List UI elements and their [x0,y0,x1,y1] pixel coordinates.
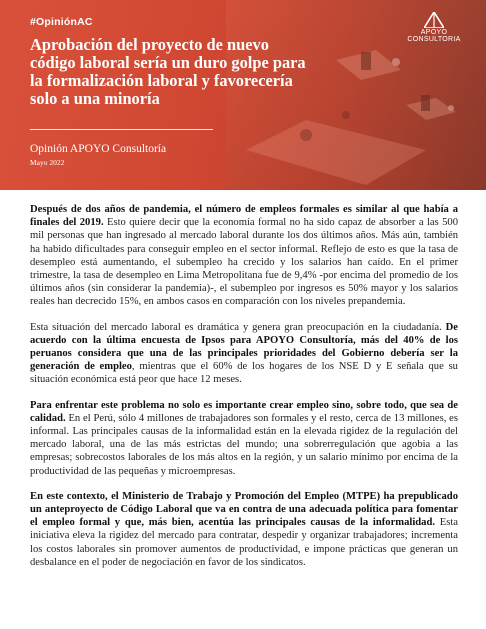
logo-text-apoyo: APOYO [420,29,448,36]
publication-date: Mayo 2022 [30,158,65,167]
header-banner [0,0,486,190]
paragraph-2 [30,321,458,387]
apoyo-logo [404,12,464,44]
byline: Opinión APOYO Consultoría [30,143,167,155]
paragraph-1-text: Esto quiere decir que la economía formal no ha sido capaz de absorber a las 500 mil personas que han ingresado al mercado laboral durante los dos últimos años. Más aún, también ha habido dificultades para conseguir empleo en el sector informal. Reflejo de esto es que la tasa de desempleo está aumentando, el subempleo ha crecido y los salarios han caído. En el primer trimestre, la tasa de desempleo en Lima Metropolitana fue de 9,4% -por encima del promedio de los últimos años (sin considerar la pandemia)-, el subempleo por ingresos es 50% mayor y los salarios reales han decrecido 15%, en ambos casos en comparación con los niveles prepandemia. [30,217,458,308]
logo-mark-icon [424,12,444,28]
paragraph-3 [30,399,458,478]
paragraph-3-lead: Para enfrentar este problema no solo es importante crear empleo sino, sobre todo, que sea de calidad. [30,399,458,424]
paragraph-3-text: En el Perú, sólo 4 millones de trabajadores son formales y el resto, cerca de 13 millones, es informal. Las principales causas de la informalidad están en la elevada rigidez de la regulación del mercado laboral, una de las más estrictas del mundo; una sobrerregulación que agobia a las empresas; sobrecostos laborales de los más altos en la región, y un salario mínimo por encima de la productividad de las pequeñas y microempresas. [30,412,458,477]
paragraph-2-highlight: De acuerdo con la última encuesta de Ipsos para APOYO Consultoría, más del 40% de los peruanos considera que una de las principales prioridades del Gobierno debería ser la generación de empleo [30,321,458,373]
logo-text-consultoria: CONSULTORIA [407,36,461,43]
hashtag-label: #OpiniónAC [30,16,93,28]
paragraph-4 [30,490,458,569]
paragraph-2-intro: Esta situación del mercado laboral es dramática y genera gran preocupación en la ciudadanía. [30,321,446,333]
paragraph-1 [30,203,458,309]
article-body [30,203,458,581]
paragraph-4-text: Esta iniciativa eleva la rigidez del mercado para contratar, despedir y organizar trabajadores; incrementa los costos laborales sin promover aumentos de productividad, e impone prácticas que generan un desbalance en el poder de negociación en favor de los sindicatos. [30,517,458,568]
paragraph-2-text: , mientras que el 60% de los hogares de los NSE D y E señala que su situación económica está peor que hace 12 meses. [30,361,458,386]
paragraph-1-lead: Después de dos años de pandemia, el número de empleos formales es similar al que había a finales del 2019. [30,204,458,229]
paragraph-4-lead: En este contexto, el Ministerio de Trabajo y Promoción del Empleo (MTPE) ha prepublicado un anteproyecto de Código Laboral que va en contra de una adecuada política para fomentar el empleo formal y que, más bien, acentúa las principales causas de la informalidad. [30,490,458,529]
article-title: Aprobación del proyecto de nuevo código laboral sería un duro golpe para la formalización laboral y favorecería solo a una minoría [30,35,306,108]
title-divider [30,129,213,130]
